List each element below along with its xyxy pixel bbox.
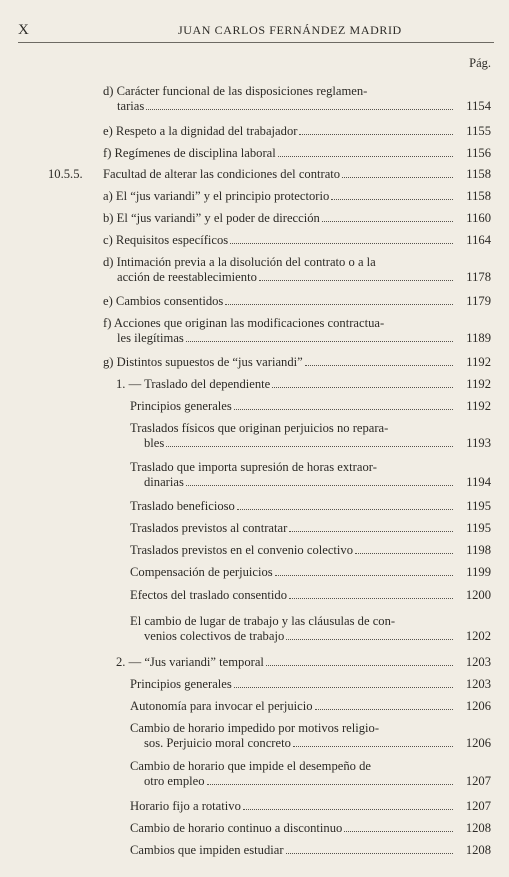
dot-leader [259,279,453,281]
dot-leader [344,830,453,832]
dot-leader [234,686,453,688]
entry-title-line1: Traslado que importa supresión de horas extraor- [130,460,377,474]
dot-leader [186,484,453,486]
entry-page-number: 1195 [466,521,491,535]
entry-title: b) El “jus variandi” y el poder de dirección [103,211,320,225]
entry-page-number: 1203 [465,655,491,669]
entry-page-number: 1195 [466,499,491,513]
entry-title: Cambio de horario continuo a discontinuo [130,821,343,835]
dot-leader [305,364,453,366]
entry-page-number: 1155 [466,124,491,138]
entry-page-number: 1193 [466,436,491,450]
entry-title-line2: sos. Perjuicio moral concreto [144,736,291,750]
entry-title-line2: otro empleo [144,774,205,788]
entry-title: Principios generales [130,677,232,691]
dot-leader [286,852,453,854]
dot-leader [243,808,453,810]
entry-title: Autonomía para invocar el perjuicio [130,699,313,713]
entry-page-number: 1192 [466,377,491,391]
entry-page-number: 1192 [466,355,491,369]
entry-title: Principios generales [130,399,232,413]
dot-leader [286,638,453,640]
entry-title-line1: Cambio de horario que impide el desempeño de [130,759,371,773]
dot-leader [230,242,453,244]
dot-leader [266,664,453,666]
entry-page-number: 1156 [466,146,491,160]
entry-title-line2: dinarias [144,475,184,489]
dot-leader [225,303,453,305]
dot-leader [275,574,453,576]
entry-title: 1. — Traslado del dependiente [116,377,271,391]
dot-leader [146,108,453,110]
entry-title-line2: bles [144,436,165,450]
entry-page-number: 1198 [466,543,491,557]
dot-leader [342,176,453,178]
entry-title: Traslados previstos en el convenio colectivo [130,543,354,557]
dot-leader [272,386,453,388]
dot-leader [315,708,453,710]
page-number: X [18,22,30,38]
entry-title-line2: venios colectivos de trabajo [144,629,285,643]
entry-title: f) Regímenes de disciplina laboral [103,146,276,160]
toc-entry [103,316,491,348]
toc-entry [103,255,491,287]
toc-entry [130,759,491,791]
entry-page-number: 1207 [465,799,491,813]
toc-entry [130,721,491,753]
dot-leader [299,133,453,135]
entry-title: Cambios que impiden estudiar [130,843,284,857]
dot-leader [355,552,453,554]
entry-title-line2: les ilegítimas [117,331,184,345]
dot-leader [289,530,453,532]
dot-leader [237,508,453,510]
entry-page-number: 1192 [466,399,491,413]
entry-title: Efectos del traslado consentido [130,588,288,602]
entry-page-number: 1178 [466,270,491,284]
entry-title-line1: d) Intimación previa a la disolución del contrato o a la [103,255,376,269]
entry-title: e) Respeto a la dignidad del trabajador [103,124,298,138]
toc-entry [130,843,491,875]
entry-page-number: 1179 [466,294,491,308]
entry-page-number: 1208 [465,843,491,857]
entry-page-number: 1203 [465,677,491,691]
dot-leader [331,198,453,200]
toc-entry [130,460,491,492]
dot-leader [234,408,453,410]
entry-page-number: 1207 [465,774,491,788]
entry-title: Horario fijo a rotativo [130,799,241,813]
entry-title: Traslados previstos al contratar [130,521,288,535]
entry-page-number: 1194 [466,475,491,489]
page-column-label: Pág. [469,56,491,70]
entry-page-number: 1202 [465,629,491,643]
entry-title-line1: f) Acciones que originan las modificaciones contractua- [103,316,385,330]
entry-title: a) El “jus variandi” y el principio protectorio [103,189,330,203]
entry-page-number: 1206 [465,736,491,750]
dot-leader [289,597,453,599]
dot-leader [278,155,453,157]
entry-title: Traslado beneficioso [130,499,235,513]
toc-entry [130,614,491,646]
dot-leader [293,745,453,747]
entry-page-number: 1206 [465,699,491,713]
entry-title: e) Cambios consentidos [103,294,224,308]
entry-title-line2: tarias [117,99,145,113]
entry-title-line1: Cambio de horario impedido por motivos religio- [130,721,380,735]
entry-title: Compensación de perjuicios [130,565,273,579]
entry-title: g) Distintos supuestos de “jus variandi” [103,355,303,369]
dot-leader [322,220,453,222]
entry-page-number: 1208 [465,821,491,835]
entry-title-line1: El cambio de lugar de trabajo y las cláusulas de con- [130,614,396,628]
entry-page-number: 1200 [465,588,491,602]
dot-leader [166,445,453,447]
entry-page-number: 1158 [466,167,491,181]
dot-leader [207,783,453,785]
entry-title: c) Requisitos específicos [103,233,229,247]
entry-page-number: 1189 [466,331,491,345]
entry-page-number: 1164 [466,233,491,247]
entry-title-line1: Traslados físicos que originan perjuicios no repara- [130,421,389,435]
section-number: 10.5.5. [48,167,83,181]
entry-page-number: 1154 [466,99,491,113]
dot-leader [186,340,453,342]
entry-page-number: 1199 [466,565,491,579]
entry-title-line2: acción de reestablecimiento [117,270,257,284]
toc-entry [103,84,491,116]
entry-page-number: 1160 [466,211,491,225]
entry-title: 2. — “Jus variandi” temporal [116,655,264,669]
entry-page-number: 1158 [466,189,491,203]
toc-entry [130,421,491,453]
entry-title: Facultad de alterar las condiciones del contrato [103,167,341,181]
entry-title-line1: d) Carácter funcional de las disposiciones reglamen- [103,84,368,98]
running-head-author: JUAN CARLOS FERNÁNDEZ MADRID [178,23,402,37]
